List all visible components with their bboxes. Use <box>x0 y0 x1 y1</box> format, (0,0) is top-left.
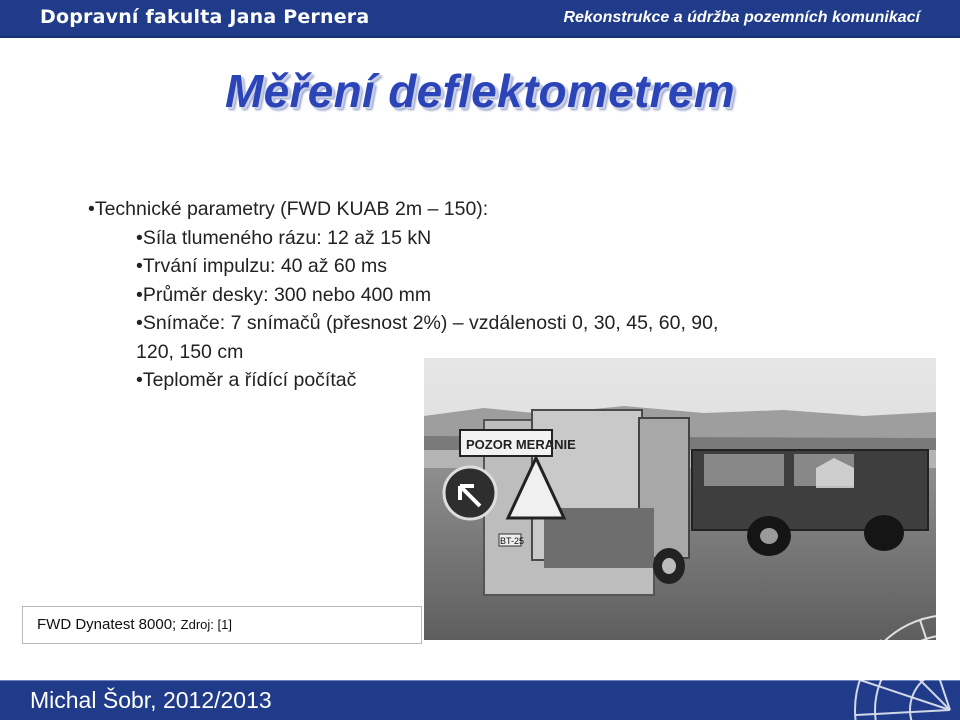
footer-bar <box>0 680 960 720</box>
warning-sign-text: POZOR MERANIE <box>466 437 576 452</box>
footer-author: Michal Šobr, 2012/2013 <box>30 687 272 713</box>
bullet-item: •Průměr desky: 300 nebo 400 mm <box>136 283 432 306</box>
bullet-item: •Teploměr a řídící počítač <box>136 369 357 391</box>
caption-main: FWD Dynatest 8000; <box>37 616 177 633</box>
caption-source: Zdroj: [1] <box>180 617 232 632</box>
bullet-item: •Síla tlumeného rázu: 12 až 15 kN <box>136 226 432 249</box>
bullet-item: •Trvání impulzu: 40 až 60 ms <box>136 255 388 277</box>
slide-title: Měření deflektometrem <box>225 65 735 117</box>
bullet-intro: •Technické parametry (FWD KUAB 2m – 150): <box>88 198 489 220</box>
bullet-item-continuation: 120, 150 cm <box>136 340 244 363</box>
license-plate-text: BT-25 <box>500 536 525 546</box>
faculty-name: Dopravní fakulta Jana Pernera <box>40 6 370 28</box>
bullet-item: •Snímače: 7 snímačů (přesnost 2%) – vzdálenosti 0, 30, 45, 60, 90, <box>136 312 719 334</box>
course-name: Rekonstrukce a údržba pozemních komunikací <box>563 9 920 26</box>
fwd-trailer-photo <box>424 358 936 640</box>
photo-caption <box>22 606 422 644</box>
header-bar <box>0 0 960 38</box>
